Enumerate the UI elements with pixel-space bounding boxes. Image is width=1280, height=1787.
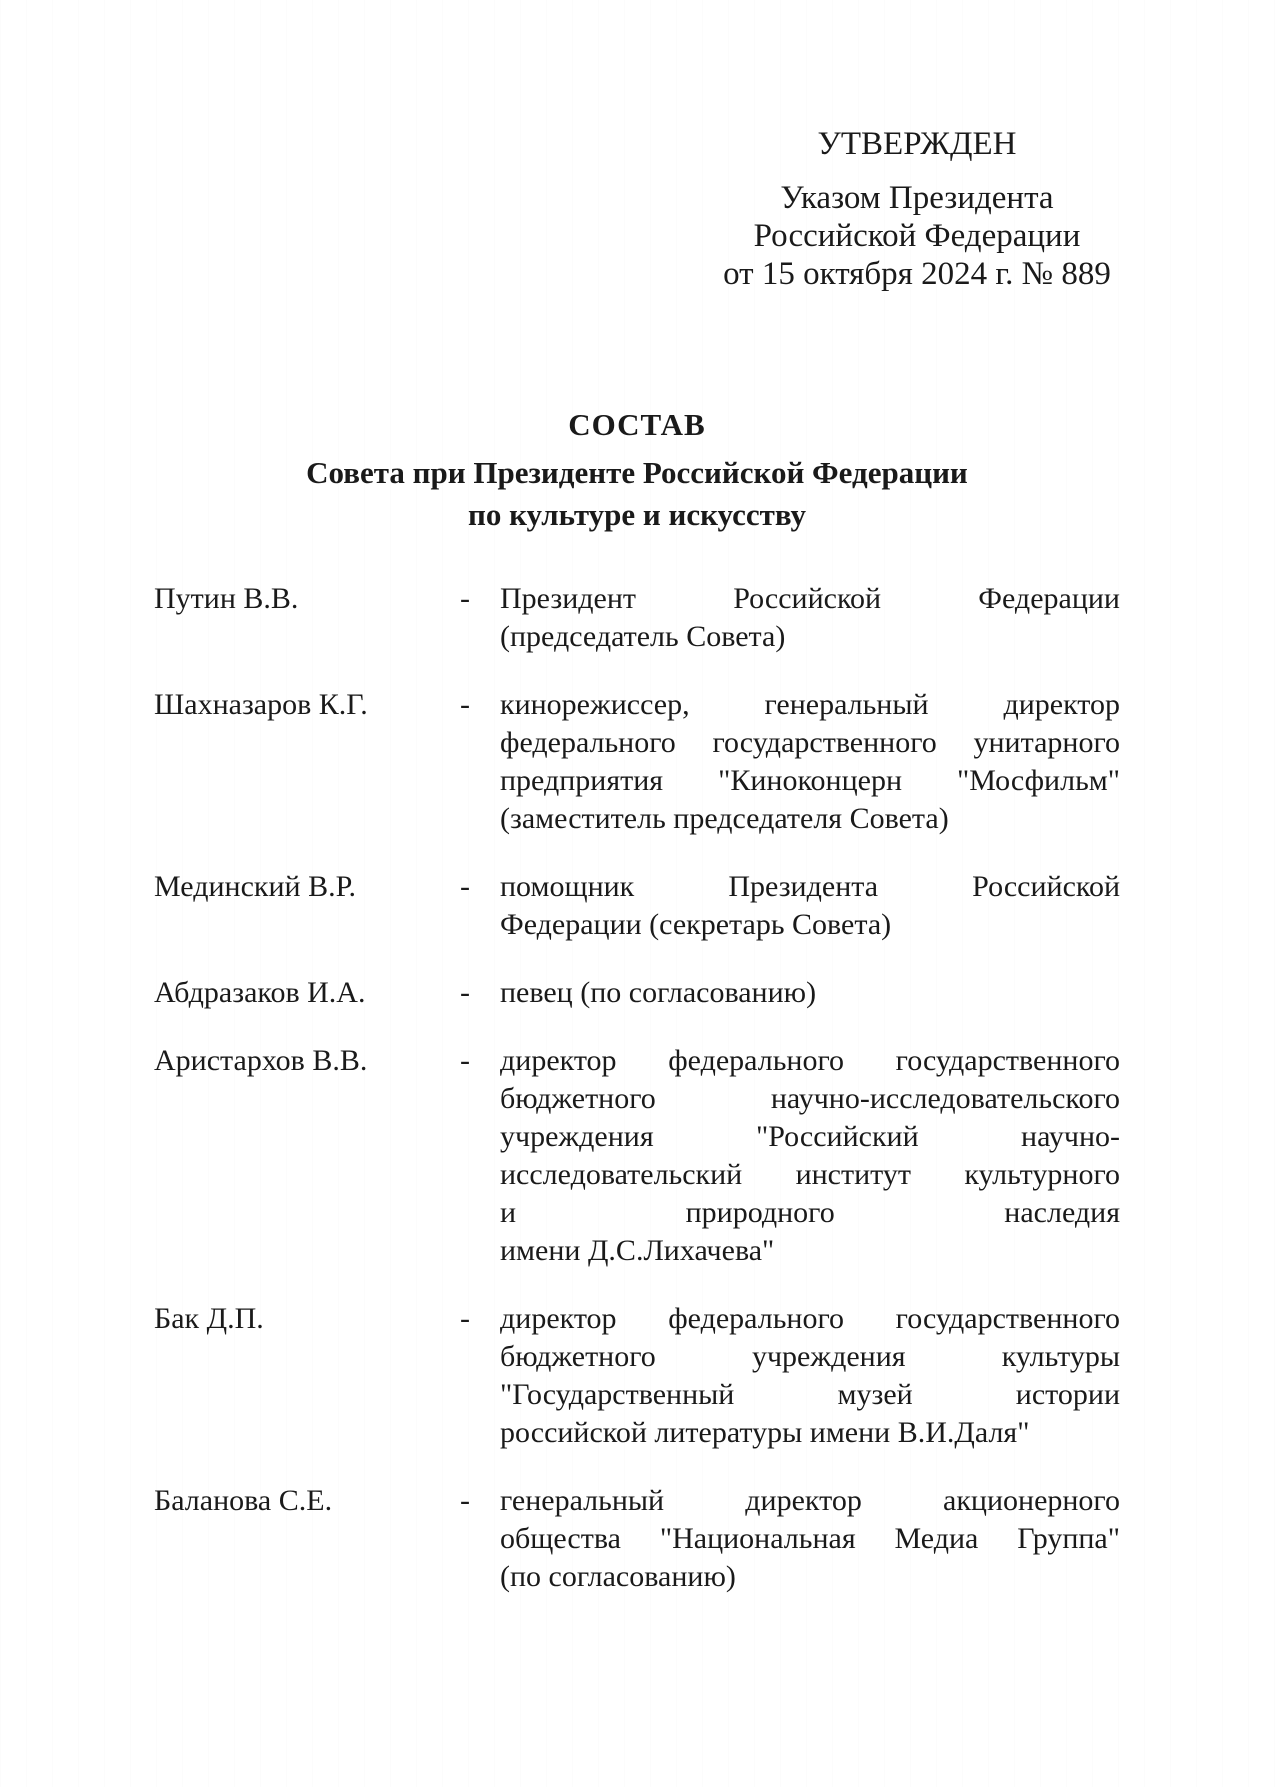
member-role bbox=[500, 974, 1120, 1012]
member-role-line: предприятия "Киноконцерн "Мосфильм" bbox=[500, 764, 1120, 797]
member-name: Аристархов В.В. bbox=[154, 1044, 368, 1077]
dash-separator: - bbox=[460, 1044, 470, 1077]
member-role-line: федерального государственного унитарного bbox=[500, 726, 1120, 759]
member-role-line: (по согласованию) bbox=[500, 1560, 736, 1593]
member-name: Мединский В.Р. bbox=[154, 870, 357, 903]
document-subtitle-line-2: по культуре и искусству bbox=[467, 497, 807, 532]
approval-block bbox=[722, 125, 1112, 293]
member-role-line: Федерации (секретарь Совета) bbox=[500, 908, 892, 941]
dash-separator: - bbox=[460, 582, 470, 615]
member-role-line: и природного наследия bbox=[500, 1196, 1120, 1229]
dash-separator: - bbox=[460, 1302, 470, 1335]
dash-separator: - bbox=[460, 976, 470, 1009]
member-role-line: (председатель Совета) bbox=[500, 620, 786, 653]
member-role bbox=[500, 1482, 1120, 1596]
member-role-line: имени Д.С.Лихачева" bbox=[500, 1234, 775, 1267]
member-row bbox=[154, 686, 1120, 838]
member-role-line: Президент Российской Федерации bbox=[500, 582, 1120, 615]
member-row bbox=[154, 974, 1120, 1012]
approval-line-1: Указом Президента bbox=[780, 180, 1054, 216]
member-role-line: певец (по согласованию) bbox=[500, 976, 817, 1009]
member-role-line: бюджетного учреждения культуры bbox=[500, 1340, 1120, 1373]
member-role-line: бюджетного научно-исследовательского bbox=[500, 1082, 1120, 1115]
dash-separator: - bbox=[460, 1484, 470, 1517]
approval-stamp: УТВЕРЖДЕН bbox=[817, 126, 1017, 162]
member-row bbox=[154, 580, 1120, 656]
approval-line-2: Российской Федерации bbox=[753, 218, 1081, 254]
member-role-line: исследовательский институт культурного bbox=[500, 1158, 1120, 1191]
member-row bbox=[154, 868, 1120, 944]
member-row bbox=[154, 1300, 1120, 1452]
member-role-line: учреждения "Российский научно- bbox=[500, 1120, 1120, 1153]
member-name: Шахназаров К.Г. bbox=[154, 688, 368, 721]
member-role bbox=[500, 1300, 1120, 1452]
member-name: Путин В.В. bbox=[154, 582, 299, 615]
members-list bbox=[154, 580, 1120, 1596]
member-role-line: общества "Национальная Медиа Группа" bbox=[500, 1522, 1120, 1555]
member-role-line: российской литературы имени В.И.Даля" bbox=[500, 1416, 1030, 1449]
document-title: СОСТАВ bbox=[568, 407, 706, 442]
member-role bbox=[500, 1042, 1120, 1270]
approval-line-3: от 15 октября 2024 г. № 889 bbox=[723, 256, 1111, 292]
member-role-line: (заместитель председателя Совета) bbox=[500, 802, 949, 835]
member-name: Бак Д.П. bbox=[154, 1302, 264, 1335]
member-role-line: помощник Президента Российской bbox=[500, 870, 1120, 903]
member-role-line: генеральный директор акционерного bbox=[500, 1484, 1120, 1517]
document-subtitle-line-1: Совета при Президенте Российской Федерации bbox=[306, 455, 968, 490]
member-role bbox=[500, 580, 1120, 656]
member-row bbox=[154, 1042, 1120, 1270]
document-body bbox=[154, 405, 1120, 1596]
member-role-line: директор федерального государственного bbox=[500, 1302, 1120, 1335]
dash-separator: - bbox=[460, 688, 470, 721]
member-row bbox=[154, 1482, 1120, 1596]
member-role bbox=[500, 686, 1120, 838]
member-role-line: директор федерального государственного bbox=[500, 1044, 1120, 1077]
member-name: Абдразаков И.А. bbox=[154, 976, 366, 1009]
member-name: Баланова С.Е. bbox=[154, 1484, 333, 1517]
member-role bbox=[500, 868, 1120, 944]
member-role-line: "Государственный музей истории bbox=[500, 1378, 1120, 1411]
document-subtitle bbox=[154, 452, 1120, 536]
member-role-line: кинорежиссер, генеральный директор bbox=[500, 688, 1120, 721]
dash-separator: - bbox=[460, 870, 470, 903]
